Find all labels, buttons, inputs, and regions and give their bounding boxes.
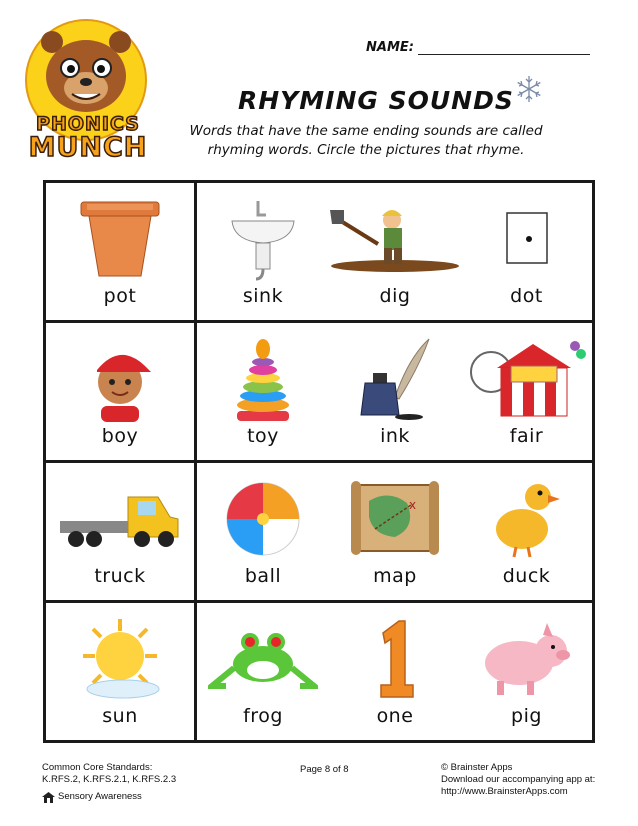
word-label: dot xyxy=(510,285,543,307)
page-number: Page 8 of 8 xyxy=(300,764,349,775)
instructions-line-2: rhyming words. Circle the pictures that rhyme. xyxy=(207,142,525,158)
grid-row xyxy=(46,323,592,463)
picture-cell-ink[interactable] xyxy=(329,323,461,463)
picture-cell-map[interactable] xyxy=(329,463,461,603)
ring-stacker-toy-icon xyxy=(233,335,293,423)
duck-icon xyxy=(492,477,562,561)
snowflake-icon xyxy=(514,74,544,104)
word-label: map xyxy=(373,565,417,587)
frog-icon xyxy=(208,624,318,694)
rhyme-grid xyxy=(43,180,595,743)
word-label: dig xyxy=(379,285,411,307)
sink-icon xyxy=(228,197,298,281)
picture-cell-duck[interactable] xyxy=(461,463,592,603)
number-one-icon xyxy=(375,619,415,699)
word-label: duck xyxy=(502,565,551,587)
picture-cell-one[interactable] xyxy=(329,603,461,743)
digging-boy-icon xyxy=(330,204,460,274)
word-label: pig xyxy=(511,705,542,727)
grid-row xyxy=(46,463,592,603)
word-label: one xyxy=(376,705,414,727)
picture-cell-boy[interactable] xyxy=(46,323,194,463)
sensory-label: Sensory Awareness xyxy=(58,791,142,802)
instructions-line-1: Words that have the same ending sounds are called xyxy=(189,123,543,139)
picture-cell-dot[interactable] xyxy=(461,183,592,323)
word-label: sink xyxy=(242,285,284,307)
logo-word-phonics: PHONICS xyxy=(36,113,140,135)
download-text: Download our accompanying app at: xyxy=(441,774,596,785)
svg-text:x: x xyxy=(409,498,417,512)
standards-label: Common Core Standards: xyxy=(42,762,153,773)
word-label: ball xyxy=(244,565,282,587)
instructions xyxy=(160,122,572,160)
word-label: truck xyxy=(94,565,146,587)
truck-icon xyxy=(58,487,182,551)
phonics-munch-logo xyxy=(22,18,154,166)
name-field xyxy=(366,40,592,58)
word-label: pot xyxy=(103,285,137,307)
grid-row xyxy=(46,603,592,743)
picture-cell-sink[interactable] xyxy=(197,183,329,323)
name-label: NAME: xyxy=(366,40,414,55)
picture-cell-sun[interactable] xyxy=(46,603,194,743)
grid-row xyxy=(46,183,592,323)
boy-icon xyxy=(85,336,155,422)
picture-cell-truck[interactable] xyxy=(46,463,194,603)
word-label: fair xyxy=(509,425,544,447)
picture-cell-fair[interactable] xyxy=(461,323,592,463)
dot-icon xyxy=(505,209,549,269)
fair-tent-icon xyxy=(467,338,587,420)
picture-cell-toy[interactable] xyxy=(197,323,329,463)
website-link[interactable]: http://www.BrainsterApps.com xyxy=(441,786,568,797)
word-label: sun xyxy=(102,705,138,727)
pot-icon xyxy=(77,198,163,280)
treasure-map-icon xyxy=(347,477,443,561)
ink-bottle-icon xyxy=(359,337,431,421)
picture-cell-pig[interactable] xyxy=(461,603,592,743)
picture-cell-ball[interactable] xyxy=(197,463,329,603)
page-title: RHYMING SOUNDS xyxy=(238,86,514,115)
pig-icon xyxy=(479,621,575,697)
word-label: frog xyxy=(243,705,283,727)
footer-standards xyxy=(42,762,176,803)
word-label: boy xyxy=(101,425,139,447)
word-label: ink xyxy=(380,425,410,447)
name-line[interactable] xyxy=(418,54,590,55)
footer-credits xyxy=(441,762,595,798)
logo-word-munch: MUNCH xyxy=(28,132,148,163)
house-icon xyxy=(42,792,55,803)
sun-icon xyxy=(77,617,163,701)
picture-cell-frog[interactable] xyxy=(197,603,329,743)
picture-cell-dig[interactable] xyxy=(329,183,461,323)
picture-cell-pot[interactable] xyxy=(46,183,194,323)
beach-ball-icon xyxy=(224,480,302,558)
standards-codes: K.RFS.2, K.RFS.2.1, K.RFS.2.3 xyxy=(42,774,177,785)
copyright: © Brainster Apps xyxy=(441,762,513,773)
sensory-awareness xyxy=(42,791,176,803)
word-label: toy xyxy=(247,425,279,447)
